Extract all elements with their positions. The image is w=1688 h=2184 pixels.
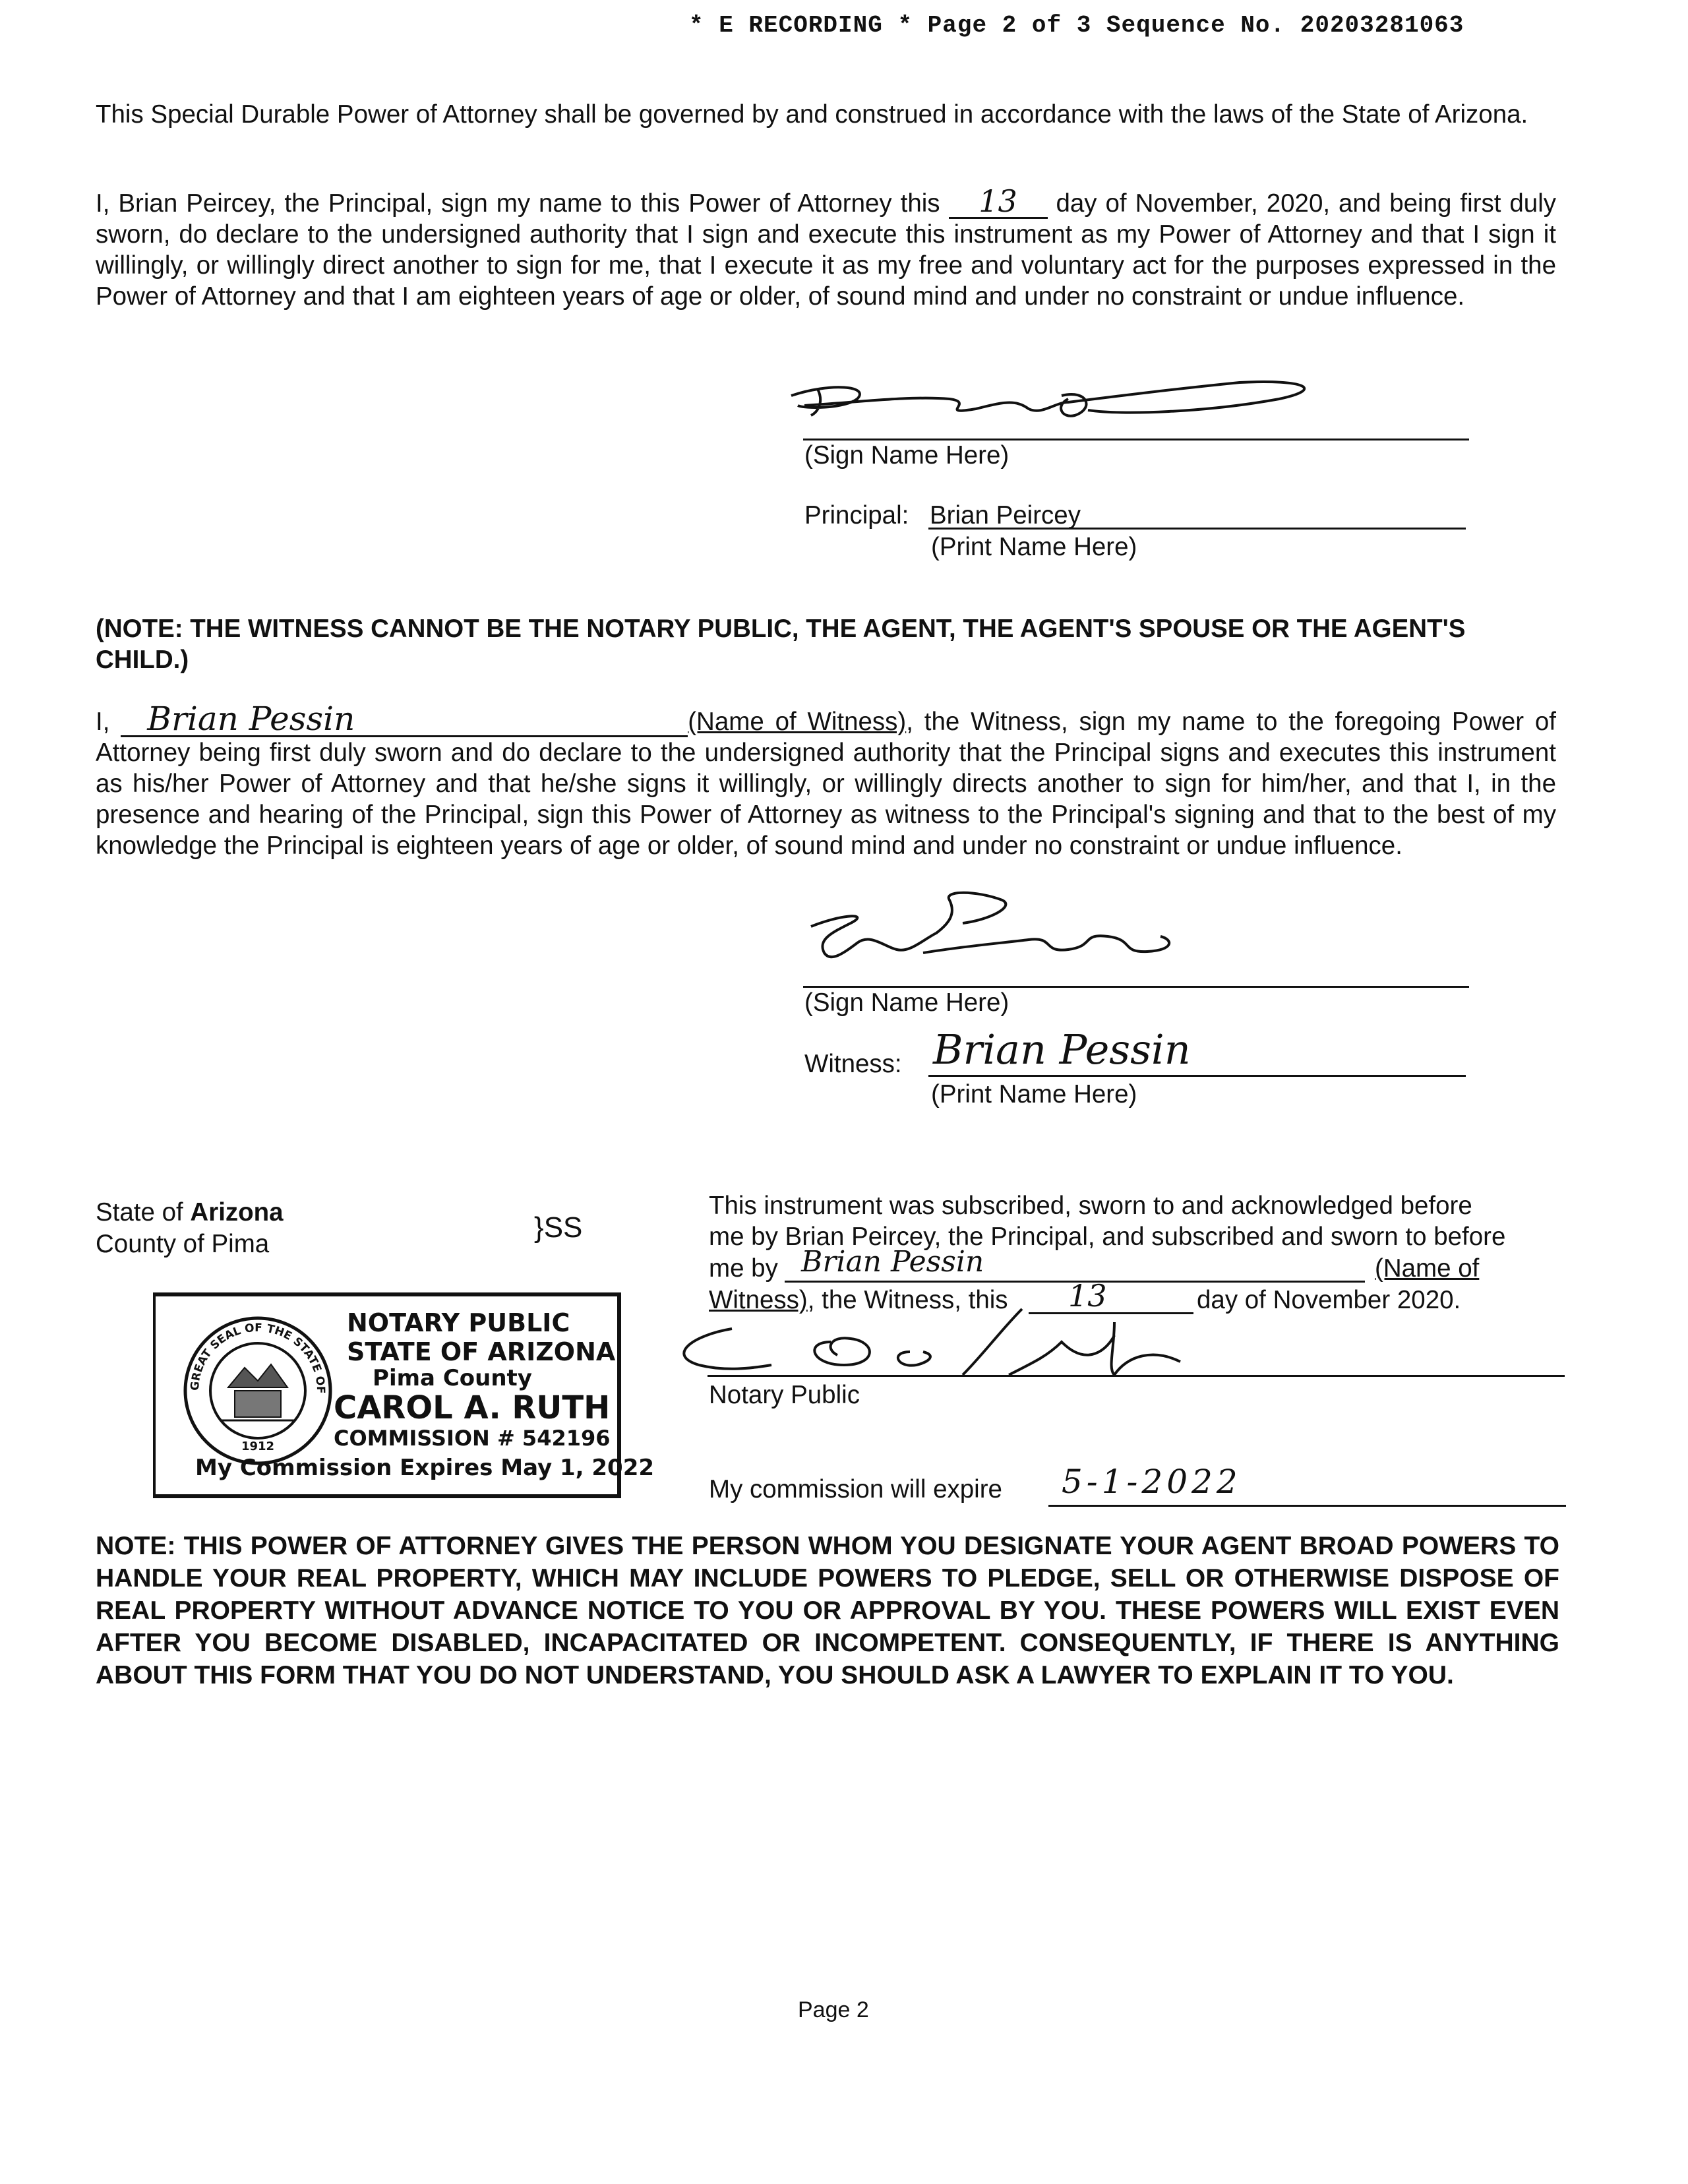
venue-ss: }SS bbox=[534, 1211, 583, 1244]
venue-state bbox=[96, 1197, 284, 1228]
notary-public-label: Notary Public bbox=[709, 1381, 860, 1409]
declaration-pre: I, Brian Peircey, the Principal, sign my name to this Power of Attorney this bbox=[96, 189, 940, 218]
witness-label: Witness: bbox=[804, 1050, 902, 1078]
witness-print-caption: (Print Name Here) bbox=[931, 1080, 1137, 1108]
stamp-line-4: CAROL A. RUTH bbox=[334, 1389, 611, 1426]
seal-year: 1912 bbox=[241, 1440, 275, 1453]
ack-end: day of November 2020. bbox=[1197, 1286, 1461, 1314]
witness-signature bbox=[804, 887, 1226, 973]
state-seal-icon bbox=[177, 1305, 334, 1467]
witness-printed-name-handwritten: Brian Pessin bbox=[933, 1025, 1191, 1074]
principal-print-line bbox=[928, 528, 1466, 530]
notary-stamp bbox=[153, 1292, 655, 1498]
venue-county: County of Pima bbox=[96, 1230, 270, 1258]
ack-name-caption-1: (Name of bbox=[1375, 1254, 1480, 1283]
ack-me-by: me by bbox=[709, 1254, 778, 1283]
stamp-line-5: COMMISSION # 542196 bbox=[334, 1426, 611, 1451]
ack-name-caption-2: Witness) bbox=[709, 1286, 808, 1314]
final-note: NOTE: THIS POWER OF ATTORNEY GIVES THE PERSON WHOM YOU DESIGNATE YOUR AGENT BROAD POWERS TO HANDLE YOUR REAL PROPERTY, WHICH MAY INCLUDE POWERS TO PLEDGE, SELL OR OTHERWISE DISPOSE OF REAL PROPERTY WITHOUT ADVANCE NOTICE TO YOU OR APPROVAL BY YOU. THESE POWERS WILL EXIST EVEN AFTER YOU BECOME DISABLED, INCAPACITATED OR INCOMPETENT. CONSEQUENTLY, IF THERE IS ANYTHING ABOUT THIS FORM THAT YOU DO NOT UNDERSTAND, YOU SHOULD ASK A LAWYER TO EXPLAIN IT TO YOU. bbox=[96, 1532, 1559, 1689]
witness-print-line bbox=[928, 1075, 1466, 1077]
principal-signature bbox=[778, 369, 1339, 442]
ack-line-2: me by Brian Peircey, the Principal, and subscribed and sworn to before bbox=[709, 1223, 1506, 1251]
notary-sign-line bbox=[708, 1375, 1565, 1377]
witness-declaration-post: , the Witness, sign my name to the foregoing Power of Attorney being first duly sworn and do declare to the undersigned authority that the Principal signs and executes this instrument as his/her Power of Attorney and that he/she signs it willingly, or willingly directs another to sign for him/her, and that I, in the presence and hearing of the Principal, sign this Power of Attorney as witness to the Principal's signing and that to the best of my knowledge the Principal is eighteen years of age or older, of sound mind and under no constraint or undue influence. bbox=[96, 708, 1556, 860]
principal-sign-caption: (Sign Name Here) bbox=[804, 441, 1010, 470]
witness-name-caption: (Name of Witness) bbox=[688, 708, 907, 736]
ack-witness-handwritten: Brian Pessin bbox=[801, 1245, 984, 1279]
recording-header: * E RECORDING * Page 2 of 3 Sequence No. 20203281063 bbox=[689, 12, 1464, 39]
governing-clause: This Special Durable Power of Attorney shall be governed by and construed in accordance with the laws of the State of Arizona. bbox=[96, 100, 1528, 129]
stamp-line-3: Pima County bbox=[373, 1365, 532, 1391]
declaration-post: day of November, 2020, and being first duly sworn, do declare to the undersigned authority that I sign and execute this instrument as my Power of Attorney and that I sign it willingly, or willingly direct another to sign for me, that I execute it as my free and voluntary act for the purposes expressed in the Power of Attorney and that I am eighteen years of age or older, of sound mind and under no constraint or undue influence. bbox=[96, 189, 1556, 311]
ack-day-handwritten: 13 bbox=[1068, 1278, 1107, 1314]
witness-note: (NOTE: THE WITNESS CANNOT BE THE NOTARY PUBLIC, THE AGENT, THE AGENT'S SPOUSE OR THE AGENT'S CHILD.) bbox=[96, 615, 1466, 674]
witness-sign-caption: (Sign Name Here) bbox=[804, 988, 1010, 1017]
principal-printed-name: Brian Peircey bbox=[930, 501, 1081, 530]
witness-declaration bbox=[96, 700, 1556, 861]
witness-name-blank bbox=[121, 700, 688, 738]
stamp-line-1: NOTARY PUBLIC bbox=[347, 1308, 570, 1337]
day-blank bbox=[949, 183, 1048, 219]
commission-date-handwritten: 5-1-2022 bbox=[1062, 1463, 1242, 1501]
principal-print-caption: (Print Name Here) bbox=[931, 533, 1137, 561]
venue-state-name: Arizona bbox=[190, 1198, 284, 1227]
commission-label: My commission will expire bbox=[709, 1475, 1002, 1503]
principal-label: Principal: bbox=[804, 501, 909, 530]
witness-prefix: I, bbox=[96, 708, 110, 736]
commission-line bbox=[1048, 1505, 1566, 1507]
stamp-line-6: My Commission Expires May 1, 2022 bbox=[195, 1455, 655, 1481]
ack-line-1: This instrument was subscribed, sworn to and acknowledged before bbox=[709, 1192, 1472, 1220]
witness-name-handwritten: Brian Pessin bbox=[147, 700, 355, 738]
day-handwritten: 13 bbox=[979, 183, 1017, 219]
principal-declaration bbox=[96, 183, 1556, 312]
stamp-line-2: STATE OF ARIZONA bbox=[347, 1337, 616, 1366]
ack-mid: , the Witness, this bbox=[807, 1286, 1008, 1314]
seal-text: GREAT SEAL OF THE STATE OF ARIZONA bbox=[177, 1305, 328, 1394]
venue-state-prefix: State of bbox=[96, 1198, 191, 1227]
page-footer: Page 2 bbox=[798, 1997, 869, 2022]
